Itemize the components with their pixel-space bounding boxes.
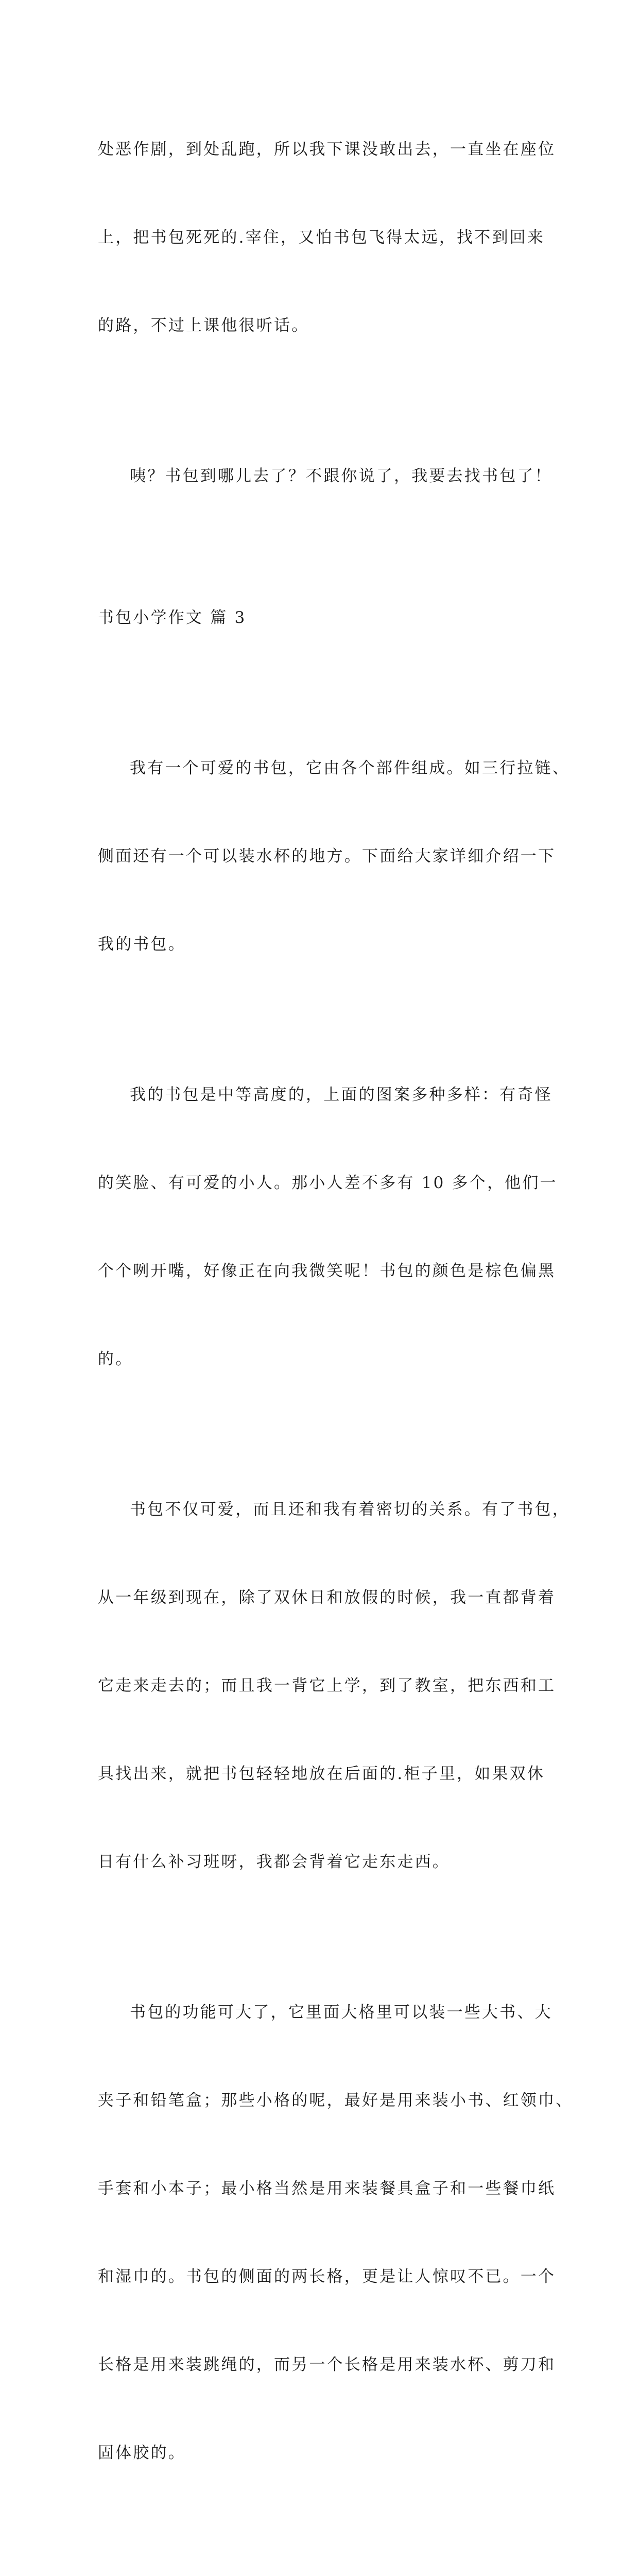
section-heading bbox=[98, 545, 541, 691]
paragraph bbox=[98, 1939, 574, 2527]
paragraph bbox=[98, 2530, 541, 2576]
text-line: 的路，不过上课他很听话。 bbox=[98, 316, 309, 335]
text-line: 和湿巾的。书包的侧面的两长格，更是让人惊叹不已。一个 bbox=[98, 2267, 556, 2286]
text-line: 从一年级到现在，除了双休日和放假的时候，我一直都背着 bbox=[98, 1588, 556, 1607]
text-line: 长格是用来装跳绳的，而另一个长格是用来装水杯、剪刀和 bbox=[98, 2355, 556, 2374]
text-line: 侧面还有一个可以装水杯的地方。下面给大家详细介绍一下 bbox=[98, 847, 556, 866]
text-line: 我有一个可爱的书包，它由各个部件组成。如三行拉链、 bbox=[130, 759, 570, 777]
text-line: 它走来走去的；而且我一背它上学，到了教室，把东西和工 bbox=[98, 1676, 556, 1695]
text-line: 上，把书包死死的.宰住，又怕书包飞得太远，找不到回来 bbox=[98, 228, 545, 247]
text-line: 我的书包是中等高度的，上面的图案多种多样：有奇怪 bbox=[130, 1086, 552, 1104]
text-line: 具找出来，就把书包轻轻地放在后面的.柜子里，如果双休 bbox=[98, 1765, 545, 1783]
text-line: 咦？书包到哪儿去了？不跟你说了，我要去找书包了！ bbox=[130, 467, 552, 485]
paragraph bbox=[98, 1022, 558, 1433]
text-line: 的。 bbox=[98, 1350, 133, 1368]
text-line: 日有什么补习班呀，我都会背着它走东走西。 bbox=[98, 1853, 450, 1871]
text-line: 书包不仅可爱，而且还和我有着密切的关系。有了书包， bbox=[130, 1500, 570, 1519]
text-line: 个个咧开嘴，好像正在向我微笑呢！书包的颜色是棕色偏黑 bbox=[98, 1262, 556, 1280]
text-line: 处恶作剧，到处乱跑，所以我下课没敢出去，一直坐在座位 bbox=[98, 140, 556, 159]
text-line: 夹子和铅笔盒；那些小格的呢，最好是用来装小书、红领巾、 bbox=[98, 2091, 574, 2110]
paragraph bbox=[98, 695, 570, 1018]
text-line: 手套和小本子；最小格当然是用来装餐具盒子和一些餐巾纸 bbox=[98, 2179, 556, 2198]
document-body bbox=[98, 76, 574, 2576]
text-line: 书包的功能可大了，它里面大格里可以装一些大书、大 bbox=[130, 2003, 552, 2022]
paragraph bbox=[98, 1436, 570, 1936]
text-line: 固体胶的。 bbox=[98, 2444, 186, 2462]
heading-line: 书包小学作文 篇 3 bbox=[98, 608, 247, 627]
text-line: 我的书包。 bbox=[98, 935, 186, 954]
text-line: 的笑脸、有可爱的小人。那小人差不多有 10 多个，他们一 bbox=[98, 1174, 558, 1192]
paragraph bbox=[98, 403, 552, 550]
paragraph bbox=[98, 76, 556, 399]
